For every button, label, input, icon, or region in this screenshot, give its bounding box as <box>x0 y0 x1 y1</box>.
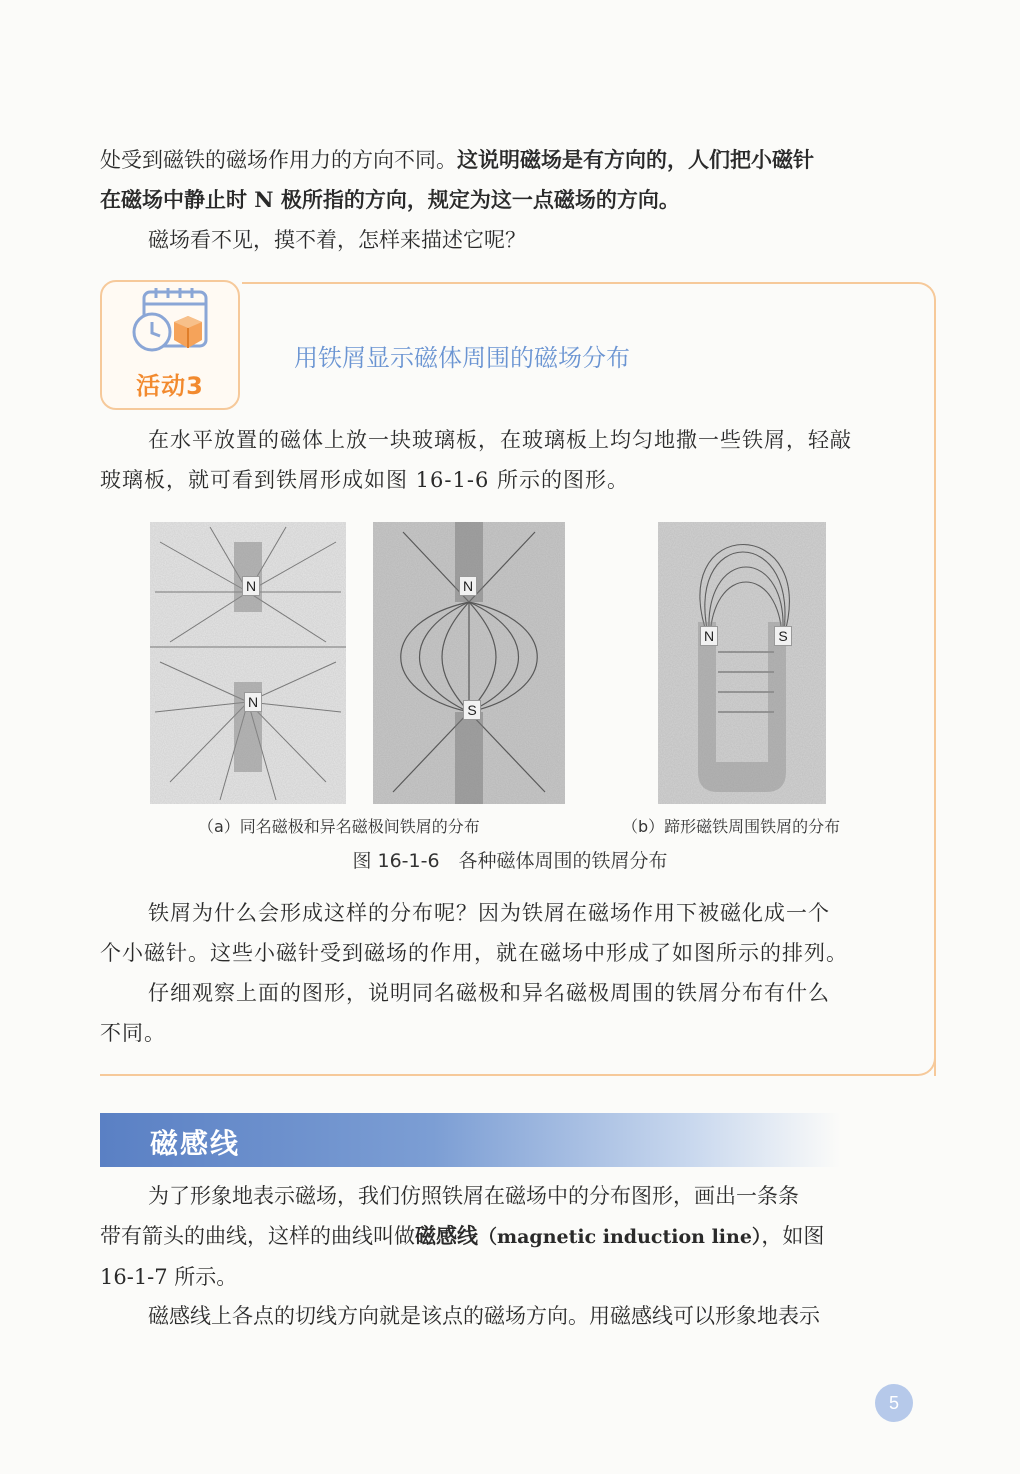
term-english: （magnetic induction line） <box>478 1226 762 1248</box>
section-header <box>100 1113 840 1167</box>
iron-filings-unlike-poles-image <box>373 522 565 804</box>
section-p1-line1: 为了形象地表示磁场，我们仿照铁屑在磁场中的分布图形，画出一条条 <box>148 1184 799 1208</box>
activity-badge <box>100 280 240 410</box>
pole-label-n: N <box>459 576 477 596</box>
intro-line1-bold: 这说明磁场是有方向的，人们把小磁针 <box>457 147 814 172</box>
section-p1-line3: 16-1-7 所示。 <box>100 1265 238 1289</box>
iron-filings-horseshoe-image <box>658 522 826 804</box>
pole-label-n: N <box>700 626 718 646</box>
activity-desc-line2: 玻璃板，就可看到铁屑形成如图 16-1-6 所示的图形。 <box>100 468 629 492</box>
page-number: 5 <box>875 1384 913 1422</box>
intro-question: 磁场看不见，摸不着，怎样来描述它呢？ <box>148 228 526 252</box>
section-title: 磁感线 <box>150 1127 241 1160</box>
pole-label-s: S <box>774 626 792 646</box>
activity-label: 活动3 <box>136 372 204 400</box>
pole-label-n-bottom: N <box>244 692 262 712</box>
activity-title: 用铁屑显示磁体周围的磁场分布 <box>294 344 630 372</box>
caption-a: （a）同名磁极和异名磁极间铁屑的分布 <box>198 817 480 836</box>
explain-line1: 铁屑为什么会形成这样的分布呢？因为铁屑在磁场作用下被磁化成一个 <box>148 901 830 925</box>
figure-unlike-poles <box>373 522 565 804</box>
caption-b: （b）蹄形磁铁周围铁屑的分布 <box>622 817 841 836</box>
pole-label-s: S <box>463 700 481 720</box>
section-p1-line2b: ，如图 <box>761 1224 825 1248</box>
observe-line1: 仔细观察上面的图形，说明同名磁极和异名磁极周围的铁屑分布有什么 <box>148 981 830 1005</box>
activity-desc-line1: 在水平放置的磁体上放一块玻璃板，在玻璃板上均匀地撒一些铁屑，轻敲 <box>148 428 852 452</box>
section-p1-line2a: 带有箭头的曲线，这样的曲线叫做 <box>100 1224 415 1248</box>
iron-filings-like-poles-image <box>150 522 346 804</box>
calendar-clock-box-icon <box>128 286 214 366</box>
figure-caption: 图 16-1-6 各种磁体周围的铁屑分布 <box>352 850 668 872</box>
section-paragraph-1 <box>100 1176 915 1297</box>
section-paragraph-2 <box>100 1296 915 1336</box>
figure-horseshoe <box>658 522 826 804</box>
explain-line2: 个小磁针。这些小磁针受到磁场的作用，就在磁场中形成了如图所示的排列。 <box>100 941 848 965</box>
intro-paragraph <box>100 140 915 260</box>
figure-like-poles <box>150 522 346 804</box>
term-magnetic-induction-line: 磁感线 <box>415 1223 478 1248</box>
intro-line2-bold: 在磁场中静止时 N 极所指的方向，规定为这一点磁场的方向。 <box>100 187 680 212</box>
activity-explanation <box>100 893 915 1053</box>
pole-label-n-top: N <box>242 576 260 596</box>
section-p2-line1: 磁感线上各点的切线方向就是该点的磁场方向。用磁感线可以形象地表示 <box>148 1304 820 1328</box>
activity-description <box>100 420 915 500</box>
intro-line1-normal: 处受到磁铁的磁场作用力的方向不同。 <box>100 148 457 172</box>
observe-line2: 不同。 <box>100 1021 166 1045</box>
